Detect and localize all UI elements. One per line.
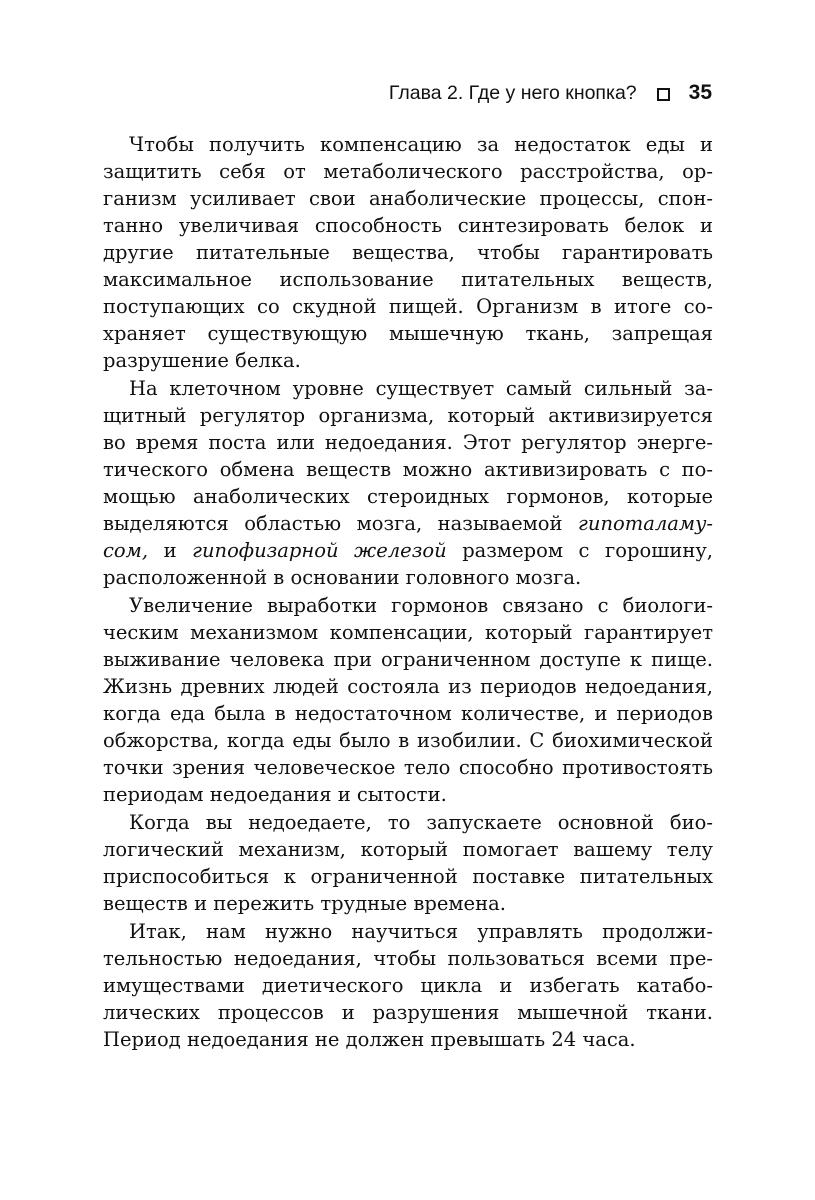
paragraph-2-text-a: На клеточном уровне существует самый сильный защитный регулятор организма, который активизируется во время поста или недоедания. Этот регулятор энергетического обмена веществ можно активизировать с помощью анаболических стероидных гормонов, которые выделяются областью мозга, называемой [103,377,713,535]
paragraph-2-text-b: и [148,539,193,562]
chapter-title: Глава 2. Где у него кнопка? [388,82,637,104]
italic-term-pituitary: гипофизарной железой [192,539,447,562]
paragraph-4: Когда вы недоедаете, то запускаете основной биологический механизм, который помогает вашему телу приспособиться к ограниченной поставке питательных веществ и пережить трудные времена. [103,811,713,915]
paragraph-5: Итак, нам нужно научиться управлять продолжительностью недоедания, чтобы пользоваться всеми преимуществами диетического цикла и избегать катаболических процессов и разрушения мышечной ткани. Период недоедания не должен превышать 24 часа. [103,920,713,1051]
paragraph-2 [103,375,713,591]
paragraph-3: Увеличение выработки гормонов связано с биологическим механизмом компенсации, который гарантирует выживание человека при ограниченном доступе к пище. Жизнь древних людей состояла из периодов недоедания, когда еда была в недостаточном количестве, и периодов обжорства, когда еды было в изобилии. С биохимической точки зрения человеческое тело способно противостоять периодам недоедания и сытости. [103,594,713,806]
body-text [103,131,713,1054]
italic-term-hypothalamus: гипоталамусом, [103,512,713,562]
page-number: 35 [688,81,712,104]
paragraph-1: Чтобы получить компенсацию за недостаток еды и защитить себя от метаболического расстройства, организм усиливает свои анаболические процессы, спонтанно увеличивая способность синтезировать белок и другие питательные вещества, чтобы гарантировать максимальное использование питательных веществ, поступающих со скудной пищей. Организм в итоге сохраняет существующую мышечную ткань, запрещая разрушение белка. [103,133,713,372]
square-box-icon [657,88,670,101]
paragraph-2-text-c: размером с горошину, расположенной в основании головного мозга. [103,539,713,589]
running-header [389,80,712,106]
